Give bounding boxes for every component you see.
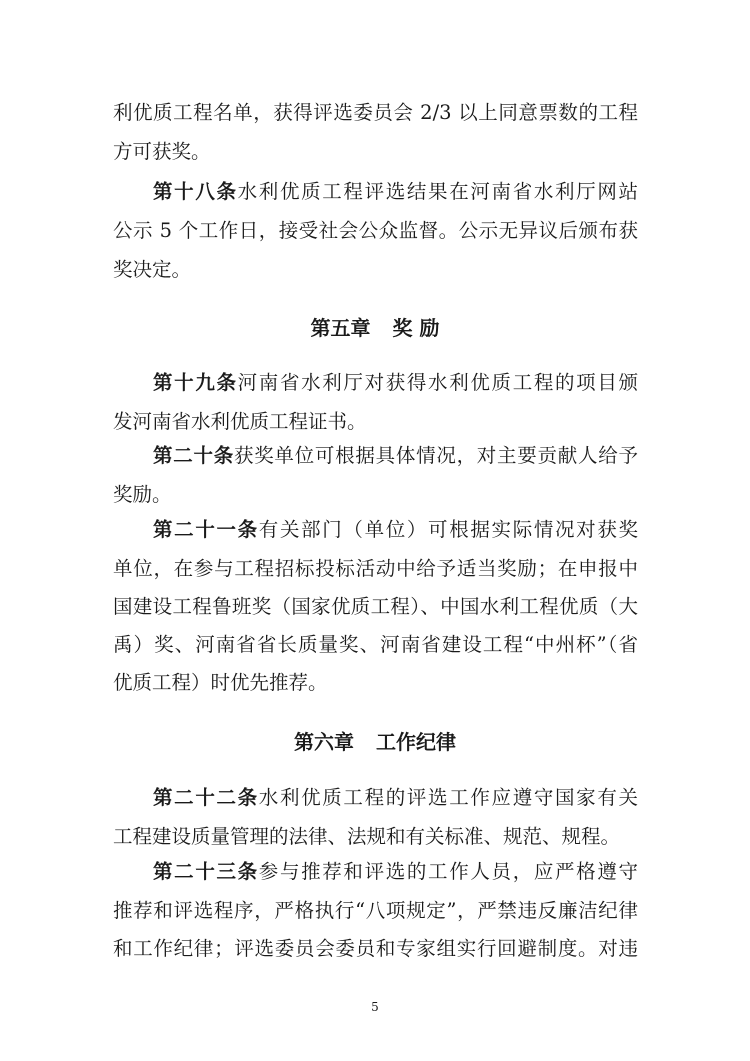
text-line: 发河南省水利优质工程证书。 xyxy=(113,410,367,433)
text-line: 国建设工程鲁班奖（国家优质工程）、中国水利工程优质（大 xyxy=(113,595,638,618)
article-19-number: 第十九条 xyxy=(153,371,238,394)
chapter-6-prefix: 第六章 xyxy=(294,730,354,754)
article-19-text: 河南省水利厅对获得水利优质工程的项目颁 xyxy=(237,371,638,394)
text-line: 公示 5 个工作日，接受社会公众监督。公示无异议后颁布获 xyxy=(113,219,638,242)
text-line: 优质工程）时优先推荐。 xyxy=(113,671,328,694)
text-line: 和工作纪律；评选委员会委员和专家组实行回避制度。对违 xyxy=(113,937,638,960)
text-line: 单位，在参与工程招标投标活动中给予适当奖励；在申报中 xyxy=(113,557,638,580)
text-line: 禹）奖、河南省省长质量奖、河南省建设工程“中州杯”（省 xyxy=(113,633,638,656)
article-21-number: 第二十一条 xyxy=(153,518,259,541)
chapter-6-heading xyxy=(0,727,750,757)
article-20-line-1 xyxy=(153,441,638,471)
chapter-5-title: 奖 励 xyxy=(392,316,440,340)
article-19-line-1 xyxy=(153,368,638,398)
text-line: 奖决定。 xyxy=(113,258,192,281)
text-line: 方可获奖。 xyxy=(113,140,211,163)
article-18-number: 第十八条 xyxy=(153,180,238,203)
article-22-number: 第二十二条 xyxy=(153,786,259,809)
text-line: 利优质工程名单，获得评选委员会 2/3 以上同意票数的工程 xyxy=(113,101,638,124)
article-23-number: 第二十三条 xyxy=(153,860,259,883)
page-number: 5 xyxy=(371,1000,379,1014)
chapter-5-heading xyxy=(0,313,750,343)
article-22-text: 水利优质工程的评选工作应遵守国家有关 xyxy=(258,786,638,809)
article-20-number: 第二十条 xyxy=(153,444,234,467)
article-20-text: 获奖单位可根据具体情况，对主要贡献人给予 xyxy=(233,444,638,467)
chapter-6-title: 工作纪律 xyxy=(376,730,456,754)
article-23-line-1 xyxy=(153,857,638,887)
article-22-line-1 xyxy=(153,783,638,813)
text-line: 推荐和评选程序，严格执行“八项规定”，严禁违反廉洁纪律 xyxy=(113,899,638,922)
article-21-line-1 xyxy=(153,515,638,545)
article-21-text: 有关部门（单位）可根据实际情况对获奖 xyxy=(258,518,638,541)
text-line: 工程建设质量管理的法律、法规和有关标准、规范、规程。 xyxy=(113,825,621,848)
article-18-line-1 xyxy=(153,177,638,207)
article-23-text: 参与推荐和评选的工作人员，应严格遵守 xyxy=(258,860,638,883)
text-line: 奖励。 xyxy=(113,483,172,506)
chapter-5-prefix: 第五章 xyxy=(310,316,371,340)
article-18-text: 水利优质工程评选结果在河南省水利厅网站 xyxy=(237,180,638,203)
